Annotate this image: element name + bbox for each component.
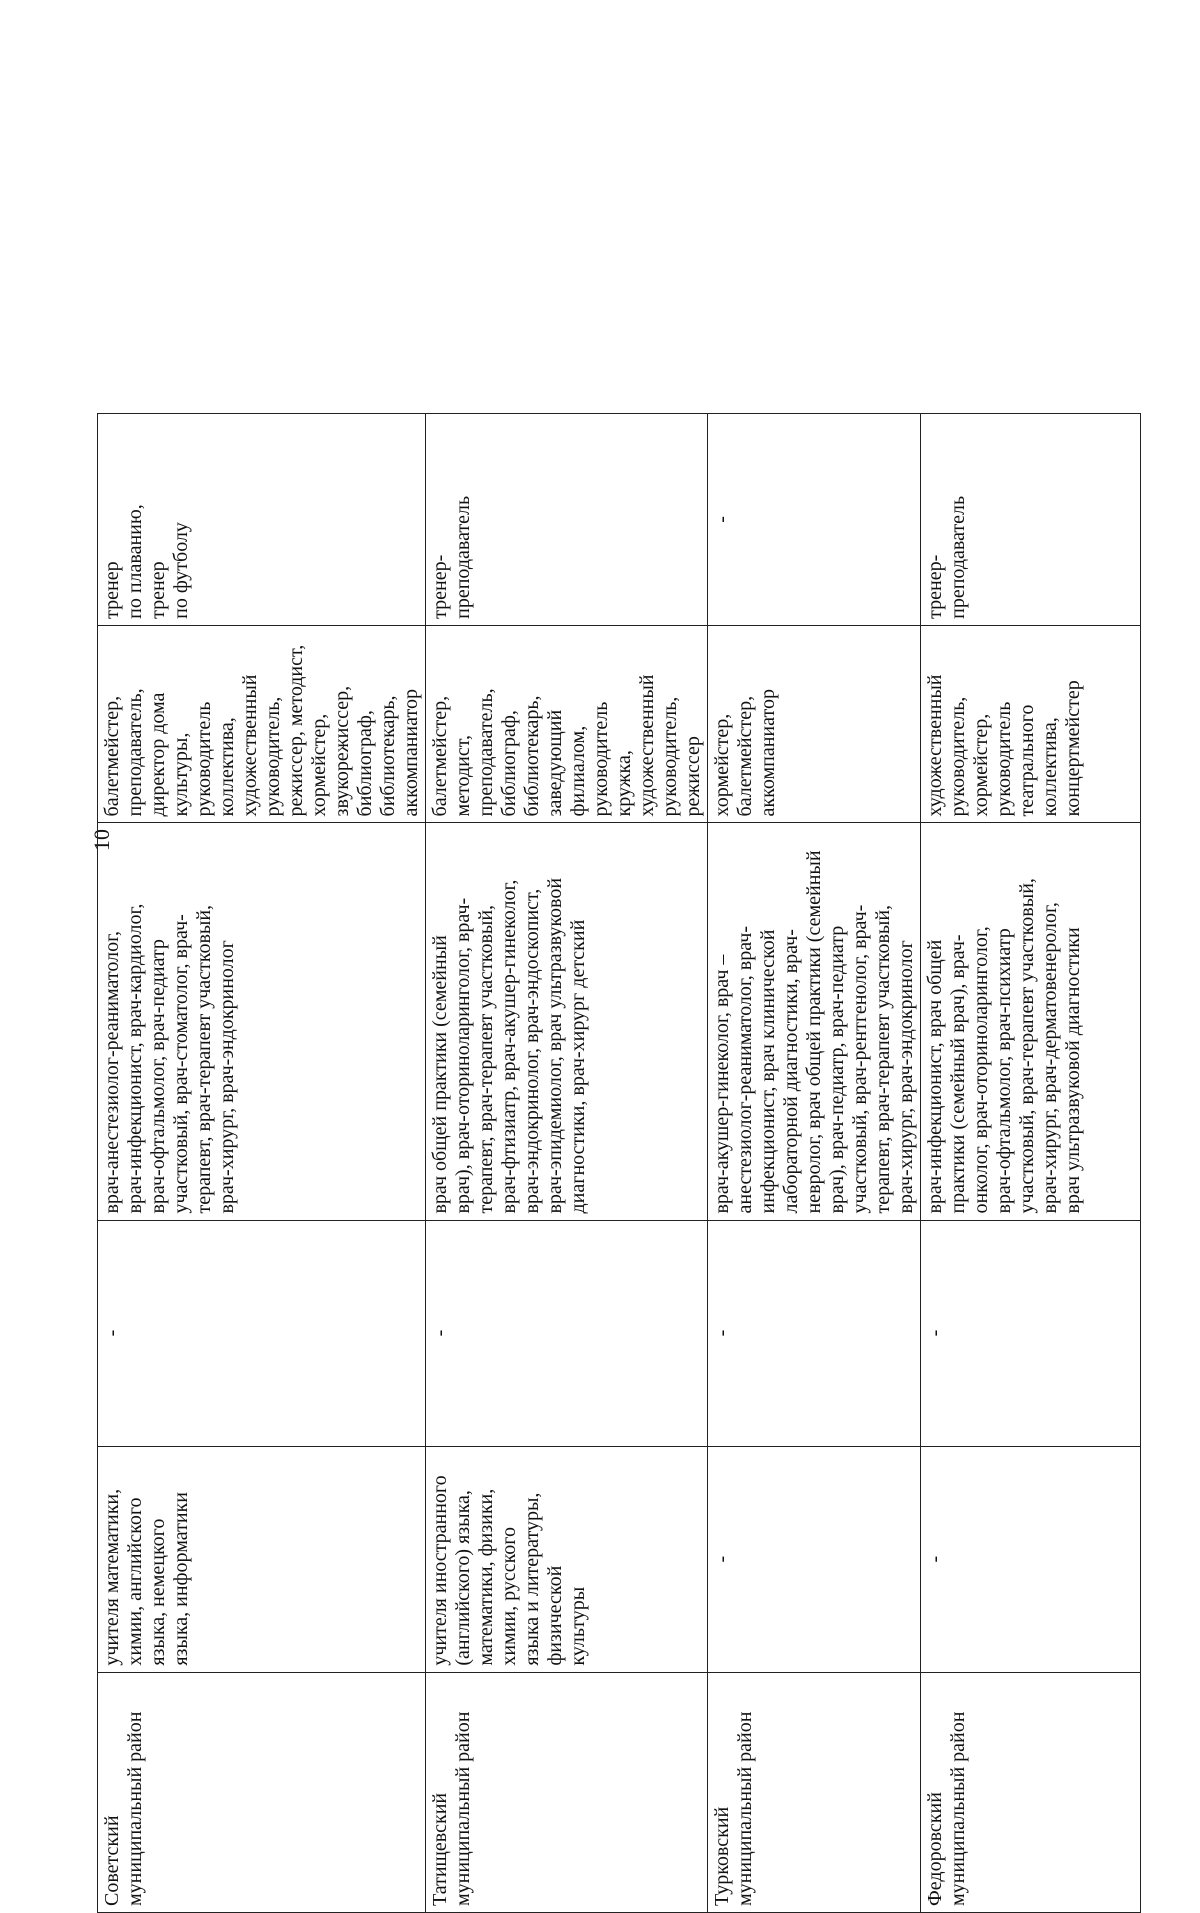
doctors-text: врач-акушер-гинеколог, врач – анестезиолог-реаниматолог, врач- инфекционист, врач клинической лабораторной диагностики, врач- невролог, врач общей практики (семейный врач), врач-педиатр, врач-педиатр участковый, врач-рентгенолог, врач- терапевт, врач-терапевт участковый, врач-хирург, врач-эндокринолог (711, 850, 917, 1214)
teachers-cell (426, 1446, 708, 1672)
teachers-text: учителя иностранного (английского) языка, математики, физики, химии, русского языка и литературы, физической культуры (429, 1475, 589, 1666)
table-row (708, 414, 921, 1913)
doctors-cell (426, 823, 708, 1220)
document-table-wrapper (97, 413, 1084, 1913)
culture-cell (708, 625, 921, 823)
page-number: 10 (89, 829, 114, 851)
teachers-text: - (711, 1555, 733, 1563)
sport-text: - (711, 516, 733, 523)
empty-category-cell (921, 1220, 1141, 1446)
empty-category-text: - (429, 1329, 451, 1337)
specialists-table (97, 413, 1141, 1913)
table-row (98, 414, 426, 1913)
teachers-text: - (924, 1555, 946, 1563)
doctors-text: врач-инфекционист, врач общей практики (семейный врач), врач- онколог, врач-оториноларинголог, врач-офтальмолог, врач-психиатр участковый, врач-терапевт участковый, врач-хирург, врач-дерматовенеролог, врач ультразвуковой диагностики (924, 878, 1084, 1214)
empty-category-cell (708, 1220, 921, 1446)
empty-category-cell (98, 1220, 426, 1446)
teachers-cell (98, 1446, 426, 1672)
sport-cell (98, 414, 426, 626)
culture-cell (426, 625, 708, 823)
district-cell (98, 1672, 426, 1912)
doctors-cell (921, 823, 1141, 1220)
culture-cell (98, 625, 426, 823)
district-name: Турковский муниципальный район (711, 1711, 756, 1906)
district-cell (921, 1672, 1141, 1912)
table-row (921, 414, 1141, 1913)
table-row (426, 414, 708, 1913)
district-cell (426, 1672, 708, 1912)
teachers-text: учителя математики, химии, английского языка, немецкого языка, информатики (101, 1488, 192, 1666)
district-cell (708, 1672, 921, 1912)
empty-category-cell (426, 1220, 708, 1446)
district-name: Советский муниципальный район (101, 1711, 146, 1906)
empty-category-text: - (711, 1329, 733, 1337)
district-name: Федоровский муниципальный район (924, 1711, 969, 1906)
doctors-text: врач общей практики (семейный врач), врач-оториноларинголог, врач- терапевт, врач-терапевт участковый, врач-фтизиатр, врач-акушер-гинеколог, врач-эндокринолог, врач-эндоскопист, врач-эпидемиолог, врач ультразвуковой диагностики, врач-хирург детский (429, 877, 589, 1214)
sport-cell (921, 414, 1141, 626)
doctors-cell (708, 823, 921, 1220)
culture-text: художественный руководитель, хормейстер, руководитель театрального коллектива, концертмейстер (924, 674, 1084, 817)
culture-cell (921, 625, 1141, 823)
culture-text: балетмейстер, методист, преподаватель, библиограф, библиотекарь, заведующий филиалом, руководитель кружка, художественный руководитель, режиссер (429, 674, 704, 817)
sport-text: тренер по плаванию, тренер по футболу (101, 504, 192, 619)
doctors-cell (98, 823, 426, 1220)
doctors-text: врач-анестезиолог-реаниматолог, врач-инфекционист, врач-кардиолог, врач-офтальмолог, врач-педиатр участковый, врач-стоматолог, врач- терапевт, врач-терапевт участковый, врач-хирург, врач-эндокринолог (101, 903, 238, 1214)
sport-cell (426, 414, 708, 626)
empty-category-text: - (101, 1329, 123, 1337)
teachers-cell (921, 1446, 1141, 1672)
sport-text: тренер- преподаватель (924, 495, 969, 619)
sport-text: тренер- преподаватель (429, 495, 474, 619)
teachers-cell (708, 1446, 921, 1672)
district-name: Татищевский муниципальный район (429, 1711, 474, 1906)
culture-text: балетмейстер, преподаватель, директор дома культуры, руководитель коллектива, художественный руководитель, режиссер, методист, хормейстер, звукорежиссер, библиограф, библиотекарь, аккомпаниатор (101, 644, 422, 817)
culture-text: хормейстер, балетмейстер, аккомпаниатор (711, 689, 779, 817)
sport-cell (708, 414, 921, 626)
empty-category-text: - (924, 1329, 946, 1337)
